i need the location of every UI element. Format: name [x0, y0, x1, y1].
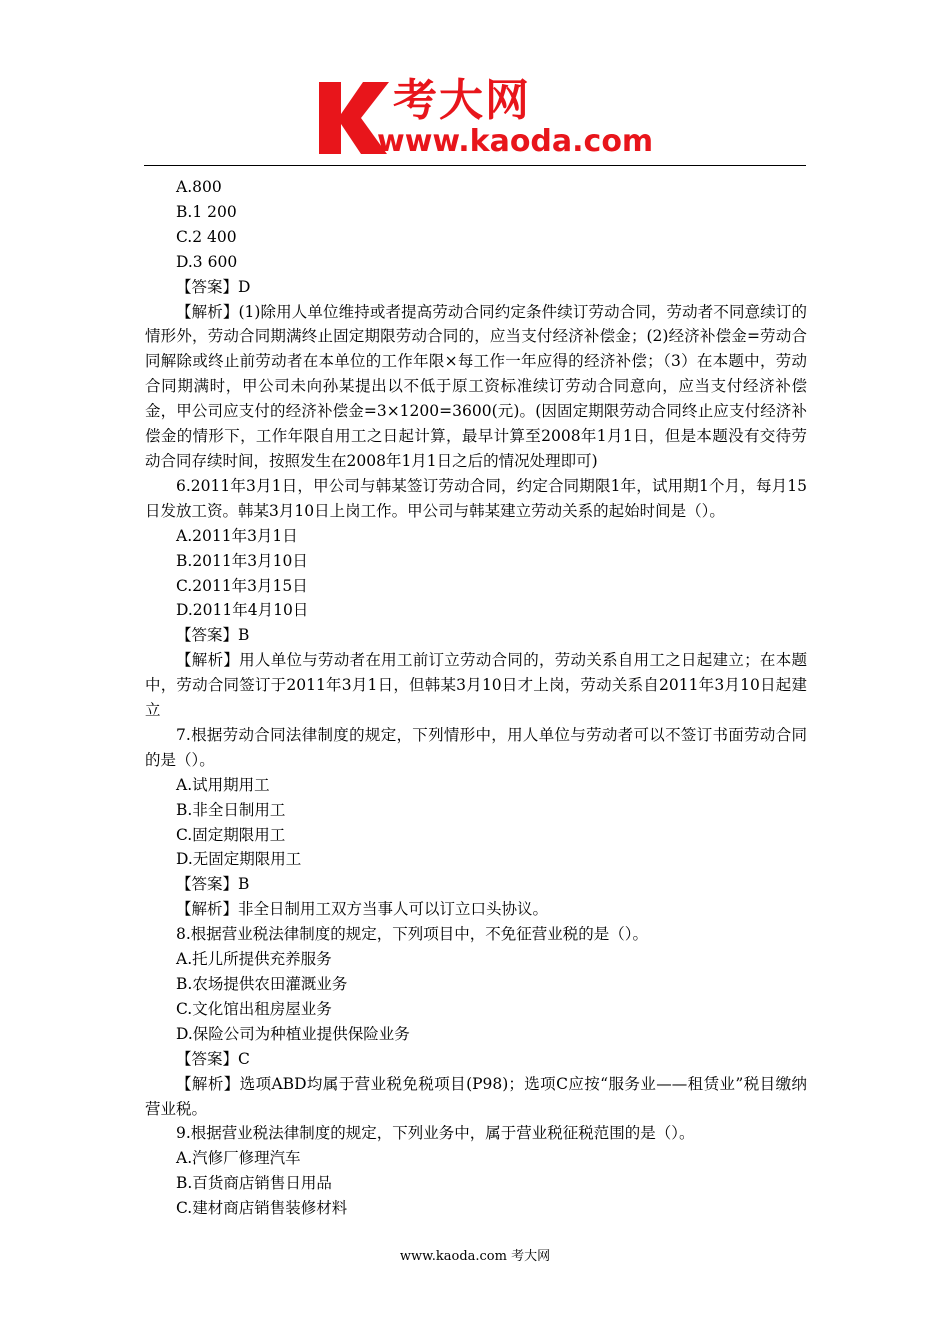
- option-d: D.2011年4月10日: [176, 601, 309, 620]
- option-b: B.农场提供农田灌溉业务: [176, 975, 348, 993]
- explanation: 【解析】用人单位与劳动者在用工前订立劳动合同的，劳动关系自用工之日起建立；在本题中，劳动合同签订于2011年3月1日，但韩某3月10日才上岗，劳动关系自2011年3月10日起建立: [145, 651, 807, 720]
- explanation: 【解析】选项ABD均属于营业税免税项目(P98)；选项C应按“服务业——租赁业”税目缴纳营业税。: [145, 1074, 807, 1118]
- option-c: C.2 400: [176, 227, 237, 246]
- document-body: [145, 175, 807, 1221]
- answer: 【答案】B: [176, 626, 250, 645]
- footer-text: www.kaoda.com 考大网: [399, 1249, 551, 1264]
- logo-chinese-name: 考大网: [393, 75, 531, 126]
- option-a: A.800: [176, 178, 222, 196]
- option-d: D.3 600: [176, 252, 238, 271]
- option-c: C.2011年3月15日: [176, 576, 308, 595]
- option-a: A.托儿所提供充养服务: [176, 950, 332, 969]
- kaoda-logo[interactable]: [317, 70, 654, 166]
- option-d: D.无固定期限用工: [176, 850, 302, 869]
- explanation: 【解析】非全日制用工双方当事人可以订立口头协议。: [176, 900, 549, 919]
- option-c: C.文化馆出租房屋业务: [176, 999, 332, 1018]
- question-6: 6.2011年3月1日，甲公司与韩某签订劳动合同，约定合同期限1年，试用期1个月，每月15日发放工资。韩某3月10日上岗工作。甲公司与韩某建立劳动关系的起始时间是（）。: [145, 476, 807, 520]
- question-9: 9.根据营业税法律制度的规定，下列业务中，属于营业税征税范围的是（）。: [176, 1124, 695, 1143]
- answer: 【答案】C: [176, 1049, 250, 1068]
- option-c: C.固定期限用工: [176, 825, 286, 844]
- option-c: C.建材商店销售装修材料: [176, 1199, 348, 1218]
- option-a: A.汽修厂修理汽车: [176, 1149, 301, 1168]
- option-d: D.保险公司为种植业提供保险业务: [176, 1024, 410, 1043]
- page-footer: [0, 1248, 950, 1266]
- question-7: 7.根据劳动合同法律制度的规定，下列情形中，用人单位与劳动者可以不签订书面劳动合同的是（）。: [145, 725, 807, 769]
- question-8: 8.根据营业税法律制度的规定，下列项目中，不免征营业税的是（）。: [176, 925, 649, 944]
- answer: 【答案】B: [176, 875, 250, 894]
- option-b: B.1 200: [176, 202, 237, 221]
- page-header: [144, 70, 806, 166]
- option-b: B.2011年3月10日: [176, 551, 308, 570]
- answer: 【答案】D: [176, 277, 251, 296]
- option-b: B.非全日制用工: [176, 800, 286, 819]
- option-b: B.百货商店销售日用品: [176, 1174, 332, 1193]
- explanation: 【解析】(1)除用人单位维持或者提高劳动合同约定条件续订劳动合同，劳动者不同意续订的情形外，劳动合同期满终止固定期限劳动合同的，应当支付经济补偿金；(2)经济补偿金=劳动合同解除或终止前劳动者在本单位的工作年限×每工作一年应得的经济补偿；（3）在本题中，劳动合同期满时，甲公司未向孙某提出以不低于原工资标准续订劳动合同意向，应当支付经济补偿金，甲公司应支付的经济补偿金=3×1200=3600(元)。(因固定期限劳动合同终止应支付经济补偿金的情形下，工作年限自用工之日起计算，最早计算至2008年1月1日，但是本题没有交待劳动合同存续时间，按照发生在2008年1月1日之后的情况处理即可): [145, 302, 807, 470]
- header-divider: [144, 165, 806, 166]
- logo-url: www.kaoda.com: [377, 124, 654, 159]
- option-a: A.试用期用工: [176, 775, 270, 794]
- option-a: A.2011年3月1日: [176, 526, 298, 545]
